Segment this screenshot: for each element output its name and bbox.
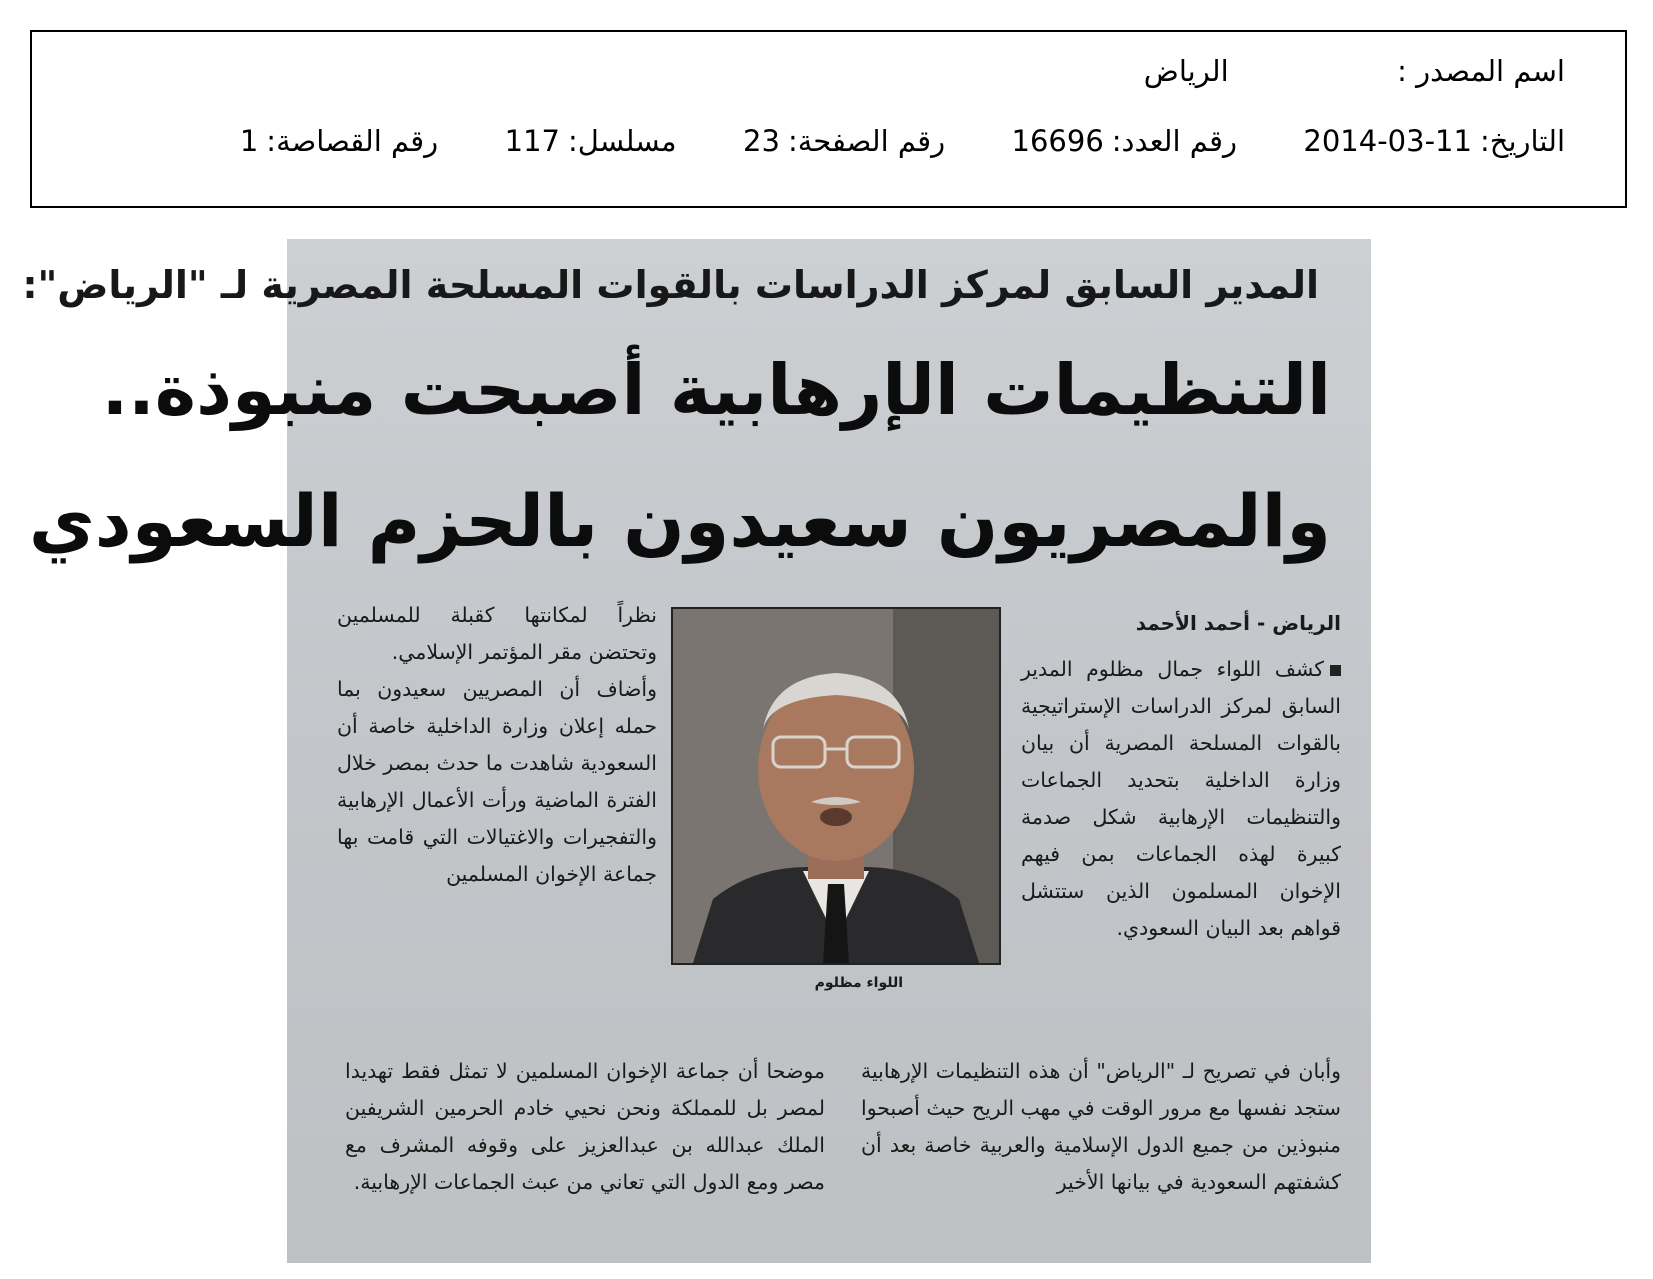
portrait-photo xyxy=(671,607,1001,965)
headline-line-2: والمصريون سعيدون بالحزم السعودي xyxy=(28,479,1331,563)
source-value: الرياض xyxy=(1143,54,1229,88)
byline: الرياض - أحمد الأحمد xyxy=(1135,611,1341,635)
column-left-paragraph-2: وأضاف أن المصريين سعيدون بما حمله إعلان وزارة الداخلية خاصة أن السعودية شاهدت ما حدث بمصر خلال الفترة الماضية ورأت الأعمال الإرهابية والتفجيرات والاغتيالات التي قامت بها جماعة الإخوان المسلمين xyxy=(337,677,657,886)
headline-line-1: التنظيمات الإرهابية أصبحت منبوذة.. xyxy=(101,349,1331,431)
column-bottom-left-text: موضحا أن جماعة الإخوان المسلمين لا تمثل فقط تهديدا لمصر بل للمملكة ونحن نحيي خادم الحرمين الشريفين الملك عبدالله بن عبدالعزيز على وقوفه المشرف مع مصر ومع الدول التي تعاني من عبث الجماعات الإرهابية. xyxy=(345,1059,825,1194)
column-right-text: كشف اللواء جمال مظلوم المدير السابق لمركز الدراسات الإستراتيجية بالقوات المسلحة المصرية أن بيان وزارة الداخلية بتحديد الجماعات والتنظيمات الإرهابية شكل صدمة كبيرة لهذه الجماعات بمن فيهم الإخوان المسلمون الذين ستتشل قواهم بعد البيان السعودي. xyxy=(1021,657,1341,940)
source-label: اسم المصدر : xyxy=(1397,54,1565,88)
metadata-box xyxy=(30,30,1627,208)
article-column-bottom-right xyxy=(861,1053,1341,1201)
serial-value: 117 xyxy=(504,124,560,158)
article-column-right xyxy=(1021,651,1341,947)
date-label: التاريخ: xyxy=(1479,124,1565,158)
serial-label: مسلسل: xyxy=(567,124,677,158)
page-label: رقم الصفحة: xyxy=(787,124,946,158)
article-kicker: المدير السابق لمركز الدراسات بالقوات المسلحة المصرية لـ "الرياض": xyxy=(22,263,1319,307)
column-bottom-right-text: وأبان في تصريح لـ "الرياض" أن هذه التنظيمات الإرهابية ستجد نفسها مع مرور الوقت في مهب الريح حيث أصبحوا منبوذين من جميع الدول الإسلامية والعربية خاصة بعد أن كشفتهم السعودية في بيانها الأخير xyxy=(861,1059,1341,1194)
article-column-left xyxy=(337,597,657,893)
date-value: 2014-03-11 xyxy=(1303,124,1472,158)
newspaper-clipping xyxy=(22,239,1371,1263)
issue-label: رقم العدد: xyxy=(1111,124,1237,158)
details-row xyxy=(240,124,1565,158)
article-column-bottom-left xyxy=(345,1053,825,1201)
portrait-illustration xyxy=(673,609,999,963)
photo-caption: اللواء مظلوم xyxy=(814,975,903,991)
page-value: 23 xyxy=(743,124,780,158)
column-left-paragraph-1: نظراً لمكانتها كقبلة للمسلمين وتحتضن مقر المؤتمر الإسلامي. xyxy=(337,603,657,664)
source-row xyxy=(1144,54,1565,88)
square-bullet-icon xyxy=(1330,665,1341,676)
clip-value: 1 xyxy=(239,124,259,158)
issue-value: 16696 xyxy=(1011,124,1104,158)
clip-label: رقم القصاصة: xyxy=(266,124,439,158)
